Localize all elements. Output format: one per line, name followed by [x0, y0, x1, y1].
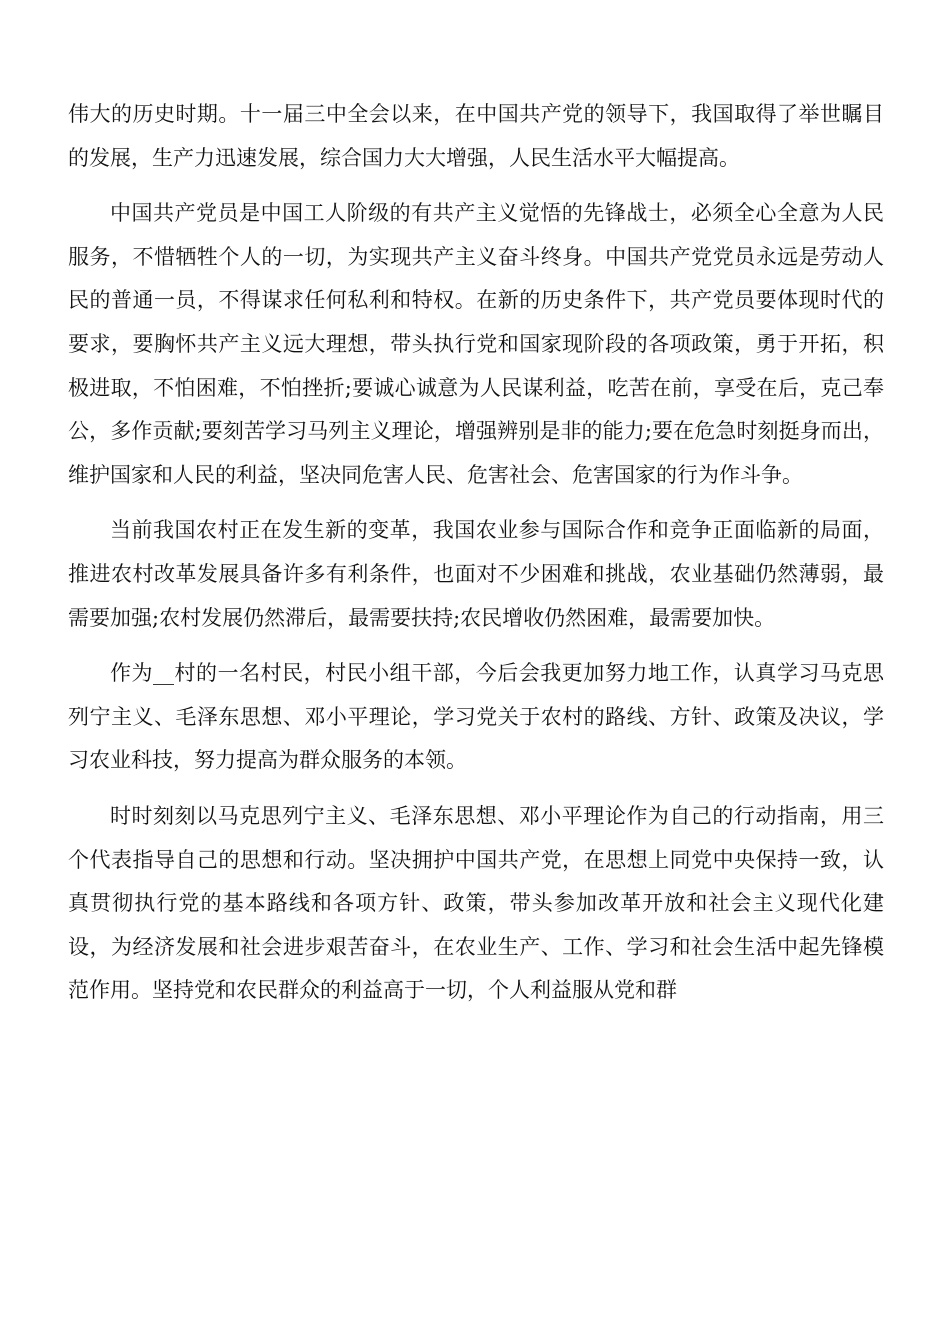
paragraph-5: 时时刻刻以马克思列宁主义、毛泽东思想、邓小平理论作为自己的行动指南，用三个代表指导自己的思想和行动。坚决拥护中国共产党，在思想上同党中央保持一致，认真贯彻执行党的基本路线和各项方针、政策，带头参加改革开放和社会主义现代化建设，为经济发展和社会进步艰苦奋斗，在农业生产、工作、学习和社会生活中起先锋模范作用。坚持党和农民群众的利益高于一切，个人利益服从党和群 [68, 803, 884, 1003]
paragraph-2: 中国共产党员是中国工人阶级的有共产主义觉悟的先锋战士，必须全心全意为人民服务，不惜牺牲个人的一切，为实现共产主义奋斗终身。中国共产党党员永远是劳动人民的普通一员，不得谋求任何私利和特权。在新的历史条件下，共产党员要体现时代的要求，要胸怀共产主义远大理想，带头执行党和国家现阶段的各项政策，勇于开拓，积极进取，不怕困难，不怕挫折;要诚心诚意为人民谋利益，吃苦在前，享受在后，克己奉公，多作贡献;要刻苦学习马列主义理论，增强辨别是非的能力;要在危急时刻挺身而出，维护国家和人民的利益，坚决同危害人民、危害社会、危害国家的行为作斗争。 [68, 201, 884, 487]
paragraph-4: 作为__村的一名村民，村民小组干部，今后会我更加努力地工作，认真学习马克思列宁主义、毛泽东思想、邓小平理论，学习党关于农村的路线、方针、政策及决议，学习农业科技，努力提高为群众服务的本领。 [68, 661, 884, 773]
paragraph-1: 伟大的历史时期。十一届三中全会以来，在中国共产党的领导下，我国取得了举世瞩目的发展，生产力迅速发展，综合国力大大增强，人民生活水平大幅提高。 [68, 102, 884, 170]
paragraph-3: 当前我国农村正在发生新的变革，我国农业参与国际合作和竞争正面临新的局面，推进农村改革发展具备许多有利条件，也面对不少困难和挑战，农业基础仍然薄弱，最需要加强;农村发展仍然滞后，最需要扶持;农民增收仍然困难，最需要加快。 [68, 518, 884, 630]
document-body [68, 93, 884, 1025]
